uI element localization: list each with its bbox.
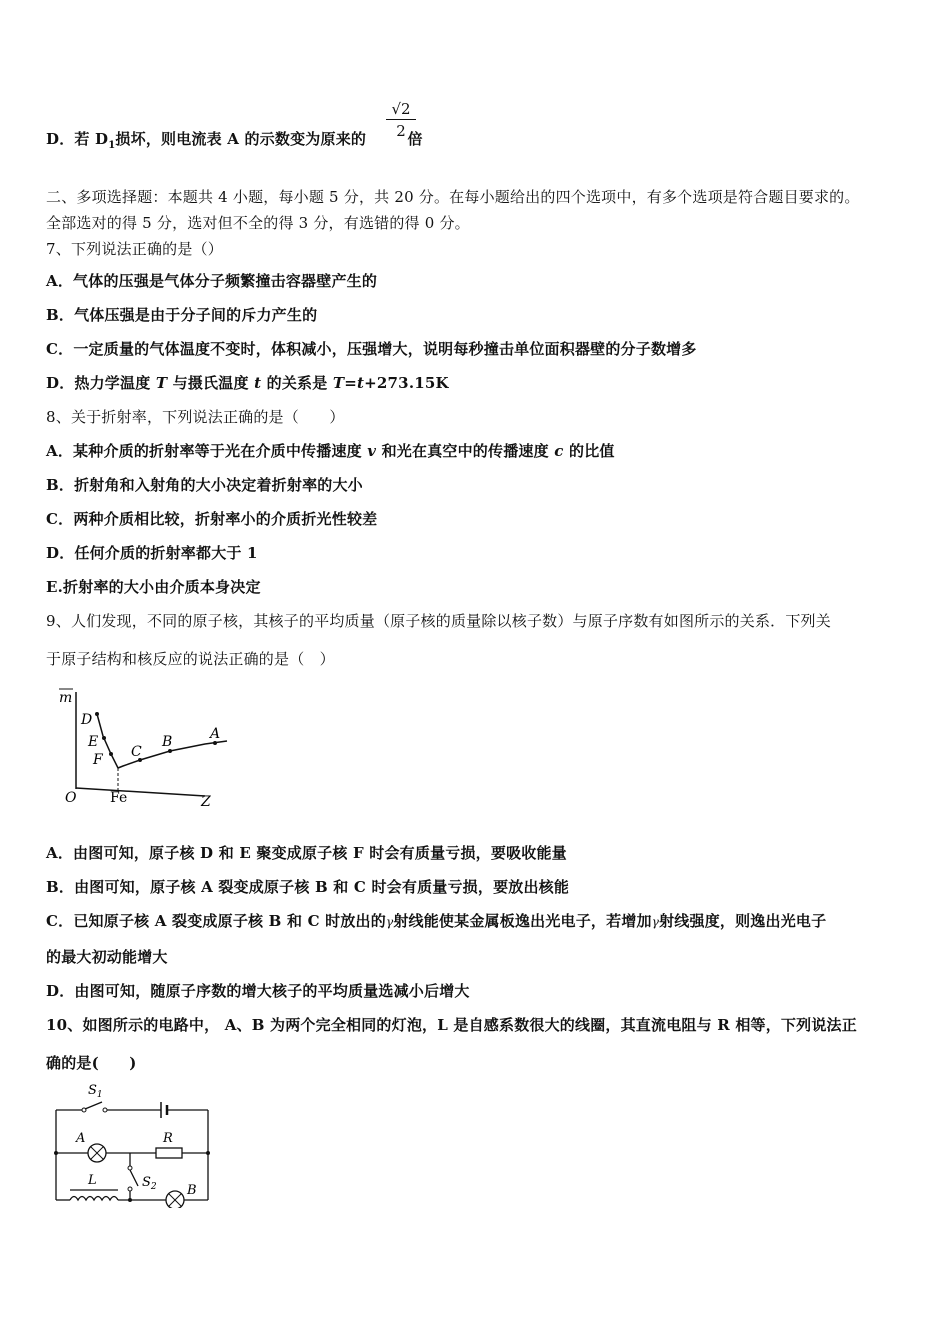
label-a: A (76, 1131, 86, 1146)
resistor-r (156, 1148, 182, 1158)
junction (54, 1151, 58, 1155)
point-e (102, 736, 106, 740)
y-axis-label: m (59, 690, 73, 706)
q6-option-d: D．若 $D_1$损坏，则电流表 A 的示数变为原来的 倍 (46, 130, 423, 151)
switch-s2-blade (130, 1170, 138, 1186)
label-b: B (162, 734, 173, 750)
q7-option-a: A．气体的压强是气体分子频繁撞击容器壁产生的 (46, 272, 378, 290)
switch-s1-blade (85, 1102, 102, 1109)
q9-option-c-line1: C．已知原子核 A 裂变成原子核 B 和 C 时放出的γ射线能使某金属板逸出光电子，若增加γ射线强度，则逸出光电子 (46, 912, 827, 930)
q8-option-b: B．折射角和入射角的大小决定着折射率的大小 (46, 476, 363, 494)
label-c: C (131, 744, 142, 760)
switch-s2-contact (128, 1166, 132, 1170)
label-a: A (210, 726, 221, 742)
label-b: B (187, 1183, 197, 1198)
q9-option-b: B．由图可知，原子核 A 裂变成原子核 B 和 C 时会有质量亏损，要放出核能 (46, 878, 570, 896)
x-axis (76, 788, 205, 796)
q8-stem: 8、关于折射率，下列说法正确的是（ ） (46, 408, 345, 426)
q7-option-c: C．一定质量的气体温度不变时，体积减小，压强增大，说明每秒撞击单位面积器壁的分子数增多 (46, 340, 697, 358)
q8-option-d: D．任何介质的折射率都大于 1 (46, 544, 258, 562)
section2-line2: 全部选对的得 5 分，选对但不全的得 3 分，有选错的得 0 分。 (46, 214, 470, 232)
origin-label: O (65, 790, 77, 806)
switch-s2-contact (128, 1187, 132, 1191)
q9-stem-line2: 于原子结构和核反应的说法正确的是（ ） (46, 650, 335, 668)
label-s1: $S_1$ (88, 1083, 103, 1100)
point-d (95, 712, 99, 716)
fraction-sqrt2-over-2: $\frac{√2}{2}$ (386, 100, 416, 140)
label-s2: $S_2$ (142, 1175, 157, 1192)
q9-stem-line1: 9、人们发现，不同的原子核，其核子的平均质量（原子核的质量除以核子数）与原子序数有如图所示的关系．下列关 (46, 612, 831, 630)
q8-option-a: A．某种介质的折射率等于光在介质中传播速度 v 和光在真空中的传播速度 c 的比值 (46, 442, 615, 460)
q8-option-e: E.折射率的大小由介质本身决定 (46, 578, 261, 596)
q9-option-a: A．由图可知，原子核 D 和 E 聚变成原子核 F 时会有质量亏损，要吸收能量 (46, 844, 567, 862)
section2-line1: 二、多项选择题：本题共 4 小题，每小题 5 分，共 20 分。在每小题给出的四个选项中，有多个选项是符合题目要求的。 (46, 188, 860, 206)
label-r: R (163, 1131, 173, 1146)
point-f (109, 752, 113, 756)
q10-stem-line1: 10、如图所示的电路中， A、B 为两个完全相同的灯泡，L 是自感系数很大的线圈，其直流电阻与 R 相等，下列说法正 (46, 1016, 857, 1034)
q10-stem-line2: 确的是( ) (46, 1054, 137, 1072)
label-d: D (81, 712, 93, 728)
label-f: F (93, 752, 103, 768)
q7-stem: 7、下列说法正确的是（） (46, 240, 223, 258)
q9-option-d: D．由图可知，随原子序数的增大核子的平均质量选减小后增大 (46, 982, 470, 1000)
inductor-l (70, 1197, 118, 1201)
label-l: L (88, 1173, 97, 1188)
q8-option-c: C．两种介质相比较，折射率小的介质折光性较差 (46, 510, 378, 528)
junction (128, 1198, 132, 1202)
fe-label: Fe (110, 790, 128, 806)
q9-mass-vs-z-figure (55, 684, 255, 814)
q7-option-d: D．热力学温度 T 与摄氏温度 t 的关系是 T=t+273.15K (46, 374, 449, 392)
q10-circuit-figure (48, 1078, 223, 1208)
label-e: E (88, 734, 99, 750)
q7-option-b: B．气体压强是由于分子间的斥力产生的 (46, 306, 318, 324)
x-axis-label: Z (201, 794, 211, 810)
q9-option-c-line2: 的最大初动能增大 (46, 948, 168, 966)
switch-s1-contact (103, 1108, 107, 1112)
